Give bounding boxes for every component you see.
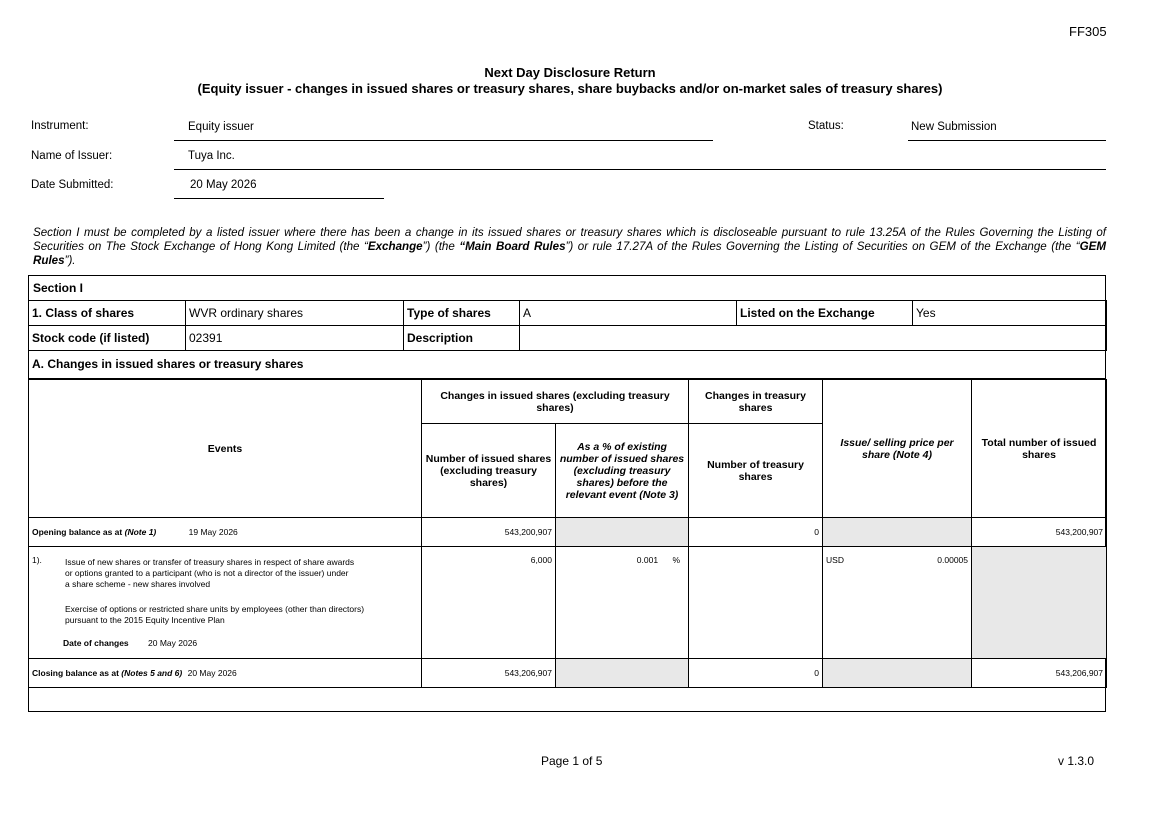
page-number: Page 1 of 5	[541, 754, 603, 768]
issuer-underline	[174, 169, 1106, 170]
form-code: FF305	[1069, 24, 1107, 39]
status-underline	[908, 140, 1106, 141]
part-a-row	[28, 350, 1106, 379]
total-header: Total number of issued shares	[972, 380, 1107, 518]
event-1-price: 0.00005	[937, 555, 969, 565]
price-header: Issue/ selling price per share (Note 4)	[823, 380, 972, 518]
status-value: New Submission	[911, 121, 997, 133]
event-1-pct: 0.001	[636, 555, 659, 565]
date-submitted-value: 20 May 2026	[190, 179, 257, 191]
opening-total: 543,200,907	[972, 518, 1107, 547]
date-submitted-underline	[174, 198, 384, 199]
section-intro: Section I must be completed by a listed issuer where there has been a change in its issued shares or treasury shares which is discloseable pursuant to rule 13.25A of the Rules Governing the Listing of Securities on The Stock Exchange of Hong Kong Limited (the “Exchange”) (the “Main Board Rules”) or rule 17.27A of the Rules Governing the Listing of Securities on GEM of the Exchange (the “GEM Rules”).	[33, 226, 1106, 267]
opening-label-cell: Opening balance as at (Note 1) 19 May 2026	[29, 518, 422, 547]
changes-treasury-header: Changes in treasury shares	[689, 380, 823, 424]
closing-date: 20 May 2026	[187, 668, 237, 678]
part-a-title: A. Changes in issued shares or treasury shares	[32, 357, 304, 371]
num-issued-header: Number of issued shares (excluding treasury shares)	[422, 424, 556, 518]
stock-code-value: 02391	[186, 326, 404, 351]
event-1-desc: Issue of new shares or transfer of treasury shares in respect of share awards or options granted to a participant (who is not a director of the issuer) under a share scheme - new shares involved	[65, 557, 355, 589]
date-submitted-label: Date Submitted:	[31, 179, 114, 191]
description-label: Description	[404, 326, 520, 351]
instrument-underline	[174, 140, 713, 141]
event-1-currency: USD	[826, 555, 844, 565]
type-label: Type of shares	[404, 301, 520, 326]
event-1-treasury	[689, 547, 823, 659]
closing-treasury: 0	[689, 659, 823, 688]
event-1-pct-unit: %	[672, 555, 681, 565]
opening-price-blank	[823, 518, 972, 547]
page-subtitle: (Equity issuer - changes in issued shares or treasury shares, share buybacks and/or on-market sales of treasury shares)	[197, 81, 943, 96]
event-1-total-blank	[972, 547, 1107, 659]
section-title: Section I	[33, 281, 84, 295]
events-header: Events	[29, 380, 422, 518]
class-value: WVR ordinary shares	[186, 301, 404, 326]
page-title: Next Day Disclosure Return	[484, 65, 656, 80]
opening-issued: 543,200,907	[422, 518, 556, 547]
class-label: 1. Class of shares	[29, 301, 186, 326]
instrument-label: Instrument:	[31, 120, 89, 132]
event-1-cell	[29, 547, 422, 659]
closing-total: 543,206,907	[972, 659, 1107, 688]
status-label: Status:	[808, 120, 844, 132]
opening-date: 19 May 2026	[188, 527, 238, 537]
changes-issued-header: Changes in issued shares (excluding treasury shares)	[422, 380, 689, 424]
num-treasury-header: Number of treasury shares	[689, 424, 823, 518]
changes-table	[28, 379, 1107, 688]
description-value	[520, 326, 1107, 351]
event-1-number: 1).	[32, 555, 42, 565]
type-value: A	[520, 301, 737, 326]
event-1-price-cell	[823, 547, 972, 659]
share-class-table	[28, 300, 1107, 351]
pct-header: As a % of existing number of issued shares (excluding treasury shares) before the relevant event (Note 3)	[556, 424, 689, 518]
event-1-date: 20 May 2026	[148, 638, 198, 648]
closing-pct-blank	[556, 659, 689, 688]
issuer-value: Tuya Inc.	[188, 150, 235, 162]
closing-price-blank	[823, 659, 972, 688]
listed-value: Yes	[913, 301, 1107, 326]
opening-treasury: 0	[689, 518, 823, 547]
version-label: v 1.3.0	[1058, 754, 1095, 768]
issuer-label: Name of Issuer:	[31, 150, 113, 162]
listed-label: Listed on the Exchange	[737, 301, 913, 326]
opening-pct-blank	[556, 518, 689, 547]
instrument-value: Equity issuer	[188, 121, 254, 133]
event-1-issued: 6,000	[422, 547, 556, 659]
event-1-pct-cell	[556, 547, 689, 659]
event-1-detail: Exercise of options or restricted share units by employees (other than directors) pursuant to the 2015 Equity Incentive Plan	[65, 604, 365, 625]
stock-code-label: Stock code (if listed)	[29, 326, 186, 351]
closing-label-cell: Closing balance as at (Notes 5 and 6) 20 May 2026	[29, 659, 422, 688]
event-1-date-label: Date of changes	[63, 638, 129, 648]
closing-issued: 543,206,907	[422, 659, 556, 688]
